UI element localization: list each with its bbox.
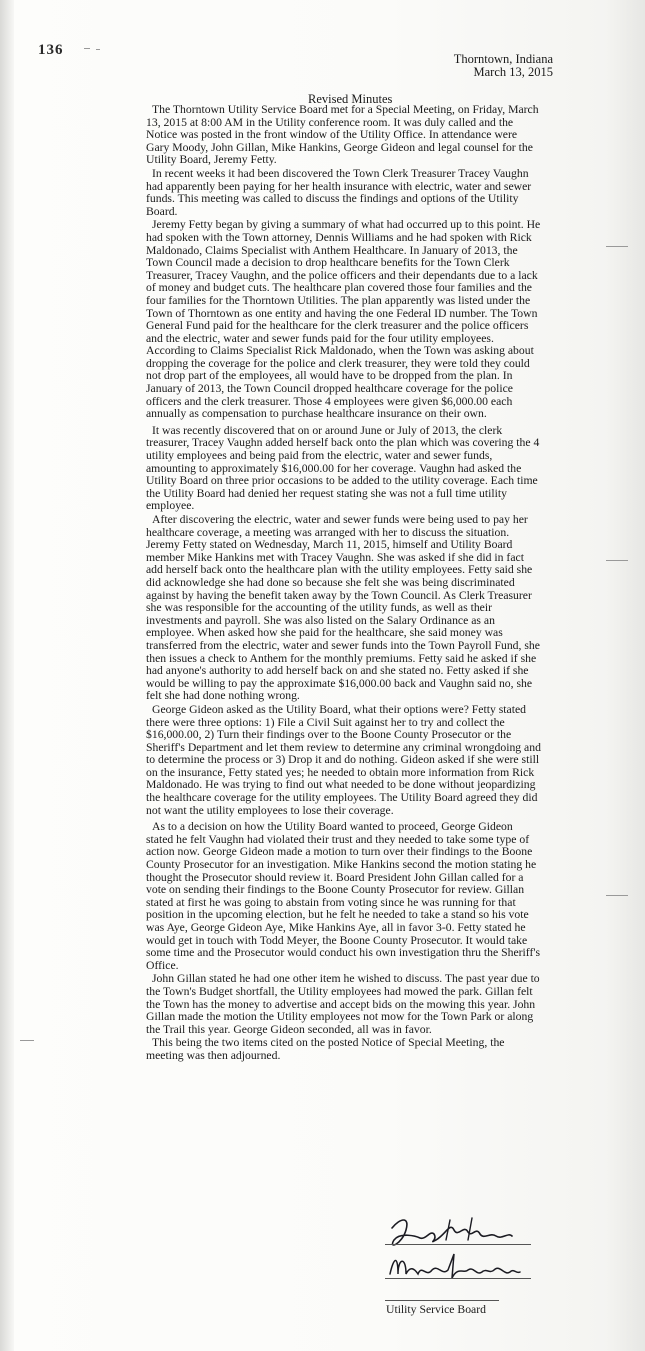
- scan-right-shade: [605, 0, 645, 1351]
- page-number: 136: [38, 42, 64, 58]
- header-place: Thorntown, Indiana: [453, 52, 553, 66]
- handwritten-signature-mike-hankins: [380, 1244, 540, 1304]
- header-date: March 13, 2015: [473, 65, 553, 79]
- minutes-body: [146, 104, 542, 1064]
- document-title: Revised Minutes: [308, 92, 393, 106]
- paragraph: The Thorntown Utility Service Board met for a Special Meeting, on Friday, March 13, 2015 at 8:00 AM in the Utility conference room. It was duly called and the Notice was posted in the front window of the Utility Office. In attendance were Gary Moody, John Gillan, Mike Hankins, George Gideon and legal counsel for the Utility Board, Jeremy Fetty.: [146, 103, 539, 167]
- paragraph: John Gillan stated he had one other item he wished to discuss. The past year due to the Town's Budget shortfall, the Utility employees had mowed the park. Gillan felt the Town has the money to advertise and accept bids on the mowing this year. John Gillan made the motion the Utility employees not mow for the Town Park or along the Trail this year. George Gideon seconded, all was in favor.: [146, 972, 540, 1036]
- scan-mark: [96, 49, 100, 50]
- margin-mark: [606, 895, 628, 896]
- signature-line: [385, 1278, 531, 1279]
- margin-mark: [606, 560, 628, 561]
- signature-caption: Utility Service Board: [386, 1303, 486, 1316]
- paragraph: In recent weeks it had been discovered the Town Clerk Treasurer Tracey Vaughn had apparently been paying for her health insurance with electric, water and sewer funds. This meeting was called to discuss the findings and options of the Utility Board.: [146, 166, 532, 218]
- header-location-date: [454, 53, 553, 79]
- margin-mark: [20, 1040, 34, 1041]
- scan-left-edge: [0, 0, 14, 1351]
- paragraph: It was recently discovered that on or around June or July of 2013, the clerk treasurer, Tracey Vaughn added herself back onto the plan which was covering the 4 utility employees and being paid from the electric, water and sewer funds, amounting to approximately $16,000.00 for her coverage. Vaughn had asked the Utility Board on three prior occasions to be added to the utility coverage. Each time the Utility Board had denied her request stating she was not a full time utility employee.: [146, 423, 540, 513]
- paragraph: Jeremy Fetty began by giving a summary of what had occurred up to this point. He had spoken with the Town attorney, Dennis Williams and he had spoken with Rick Maldonado, Claims Specialist with Anthem Healthcare. In January of 2013, the Town Council made a decision to drop healthcare benefits for the Town Clerk Treasurer, Tracey Vaughn, and the police officers and their dependants due to a lack of money and budget cuts. The healthcare plan covered those four families and the four families for the Thorntown Utilities. The plan apparently was listed under the Town of Thorntown as one entity and having the one Federal ID number. The Town General Fund paid for the healthcare for the clerk treasurer and the police officers and the electric, water and sewer funds paid for the four utility employees. According to Claims Specialist Rick Maldonado, when the Town was asking about dropping the coverage for the police and clerk treasurer, they were told they could not drop part of the employees, all would have to be dropped from the plan. In January of 2013, the Town Council dropped healthcare coverage for the police officers and the clerk treasurer. Those 4 employees were given $6,000.00 each annually as compensation to purchase healthcare insurance on their own.: [146, 218, 541, 421]
- paragraph: This being the two items cited on the posted Notice of Special Meeting, the meeting was then adjourned.: [146, 1036, 505, 1062]
- paragraph: As to a decision on how the Utility Board wanted to proceed, George Gideon stated he felt Vaughn had violated their trust and they needed to take some type of action now. George Gideon made a motion to turn over their findings to the Boone County Prosecutor for an investigation. Mike Hankins second the motion stating he thought the Prosecutor should review it. Board President John Gillan called for a vote on sending their findings to the Boone County Prosecutor for review. Gillan stated at first he was going to abstain from voting since he was running for that position in the upcoming election, but he felt he needed to take a stand so his vote was Aye, George Gideon Aye, Mike Hankins Aye, all in favor 3-0. Fetty stated he would get in touch with Todd Meyer, the Boone County Prosecutor. It would take some time and the Prosecutor would conduct his own investigation thru the Sheriff's Office.: [146, 820, 541, 972]
- signature-line: [385, 1244, 531, 1245]
- signature-line: [385, 1300, 499, 1301]
- margin-mark: [606, 246, 628, 247]
- paragraph: George Gideon asked as the Utility Board, what their options were? Fetty stated there were three options: 1) File a Civil Suit against her to try and collect the $16,000.00, 2) Turn their findings over to the Boone County Prosecutor or the Sheriff's Department and let them review to determine any criminal wrongdoing and to determine the process or 3) Drop it and do nothing. Gideon asked if she were still on the insurance, Fetty stated yes; he needed to obtain more information from Rick Maldonado. He was trying to find out what needed to be done without jeopardizing the healthcare coverage for the utility employees. The Utility Board agreed they did not want the utility employees to lose their coverage.: [146, 702, 541, 817]
- paragraph: After discovering the electric, water and sewer funds were being used to pay her healthcare coverage, a meeting was arranged with her to discuss the situation. Jeremy Fetty stated on Wednesday, March 11, 2015, himself and Utility Board member Mike Hankins met with Tracey Vaughn. She was asked if she did in fact add herself back onto the healthcare plan with the utility employees. Fetty said she did acknowledge she had done so because she felt she was being discriminated against by having the benefit taken away by the Town Council. As Clerk Treasurer she was responsible for the accounting of the utility funds, as well as their investments and payroll. She was also listed on the Salary Ordinance as an employee. When asked how she paid for the healthcare, she said money was transferred from the electric, water and sewer funds into the Town Payroll Fund, she then issues a check to Anthem for the monthly premiums. Fetty said he asked if she had anyone's authority to add herself back on and she stated no. Fetty asked if she would be willing to pay the approximate $16,000.00 back and Vaughn said no, she felt she had done nothing wrong.: [146, 513, 540, 703]
- scan-mark: [84, 48, 90, 49]
